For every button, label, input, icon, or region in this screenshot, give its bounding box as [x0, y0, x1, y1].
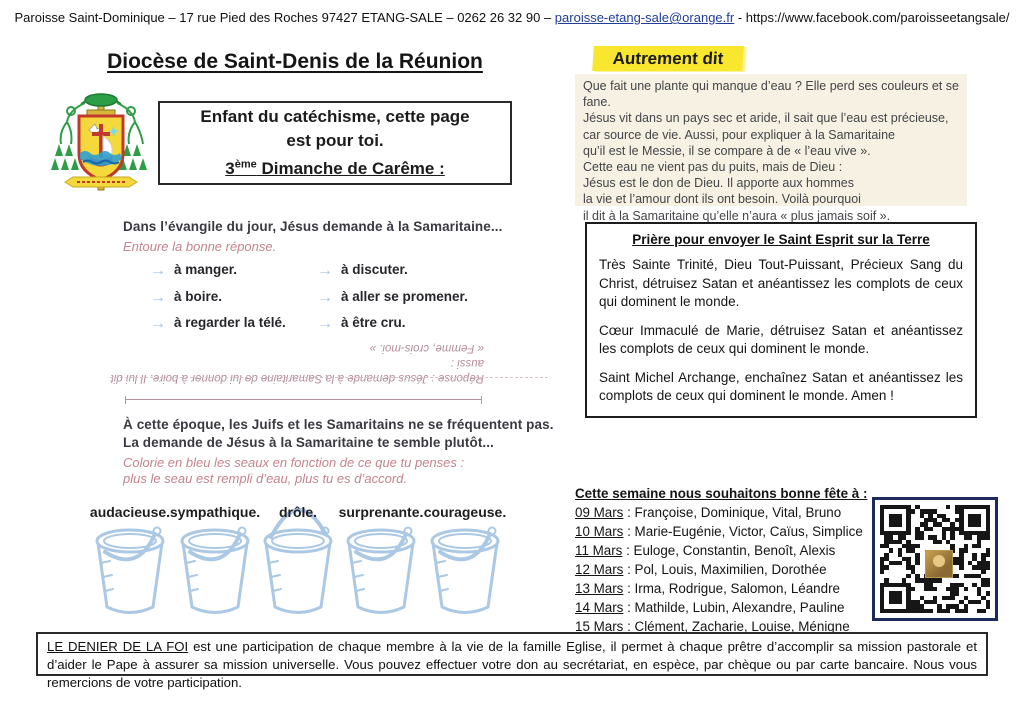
gospel-question: Dans l’évangile du jour, Jésus demande à la Samaritaine...: [123, 219, 503, 234]
denier-lead: LE DENIER DE LA FOI: [47, 639, 189, 654]
option-a-discuter: → à discuter.: [317, 262, 408, 279]
autrement-line: car source de vie. Aussi, pour expliquer à la Samaritaine: [583, 127, 895, 142]
feast-row: 09 Mars : Françoise, Dominique, Vital, Bruno: [575, 505, 842, 520]
arrow-icon: →: [317, 315, 333, 332]
catechism-line2: est pour toi.: [286, 130, 384, 150]
feast-row: 15 Mars : Clément, Zacharie, Louise, Ménigne: [575, 619, 850, 634]
denier-footer-box: [36, 632, 988, 690]
epoch-bold-line2: La demande de Jésus à la Samaritaine te semble plutôt...: [123, 435, 494, 450]
option-a-regarder-la-tele: → à regarder la télé.: [150, 315, 286, 332]
feast-list: [575, 484, 875, 636]
arrow-icon: →: [317, 289, 333, 306]
option-a-boire: → à boire.: [150, 289, 223, 306]
autrement-line: Jésus vit dans un pays sec et aride, il sait que l’eau est précieuse,: [583, 111, 949, 126]
feast-row: 11 Mars : Euloge, Constantin, Benoît, Alexis: [575, 543, 836, 558]
catechism-box: [158, 101, 512, 185]
answer-line2: « Femme, crois-moi. »: [369, 342, 484, 354]
autrement-line: Jésus est le don de Dieu. Il apporte aux hommes: [583, 176, 854, 191]
option-a-aller-se-promener: → à aller se promener.: [317, 289, 468, 306]
parish-email-link[interactable]: paroisse-etang-sale@orange.fr: [554, 10, 735, 25]
prayer-paragraph: Cœur Immaculé de Marie, détruisez Satan et anéantissez les complots de ceux qui dominent le monde.: [599, 322, 963, 356]
epoch-bold-line1: À cette époque, les Juifs et les Samaritains ne se fréquentent pas.: [123, 417, 554, 432]
epoch-instruction-line2: plus le seau est rempli d’eau, plus tu es d’accord.: [123, 471, 407, 486]
autrement-line: la vie et l’amour dont ils ont besoin. Voilà pourquoi: [583, 192, 861, 207]
option-a-etre-cru: → à être cru.: [317, 315, 406, 332]
qr-code: [872, 497, 998, 621]
catechism-line1: Enfant du catéchisme, cette page: [200, 106, 470, 126]
epoch-instruction-line1: Colorie en bleu les seaux en fonction de ce que tu penses :: [123, 455, 465, 470]
autrement-dit-badge: Autrement dit: [592, 46, 744, 71]
bucket-label-sympathique: sympathique.: [169, 504, 261, 520]
bucket-label-courageuse: courageuse.: [423, 504, 507, 520]
prayer-paragraph: Saint Michel Archange, enchaînez Satan et anéantissez les complots de ceux qui dominent le monde. Amen !: [599, 369, 963, 403]
autrement-line: Cette eau ne vient pas du puits, mais de Dieu :: [583, 160, 843, 175]
feast-row: 14 Mars : Mathilde, Lubin, Alexandre, Pauline: [575, 600, 845, 615]
autrement-line: il dit à la Samaritaine qu’elle n’aura « plus jamais soif ».: [583, 208, 891, 223]
arrow-icon: →: [150, 262, 166, 279]
gospel-instruction: Entoure la bonne réponse.: [123, 239, 277, 254]
autrement-dit-panel: [575, 74, 967, 223]
autrement-line: qu’il est le Messie, il se compare à de « l’eau vive ».: [583, 143, 871, 158]
bucket-label-audacieuse: audacieuse.: [89, 504, 171, 520]
qr-center-portrait: [925, 550, 953, 578]
feast-title: Cette semaine nous souhaitons bonne fête à :: [575, 486, 868, 501]
arrow-icon: →: [150, 315, 166, 332]
denier-text: est une participation de chaque membre à la vie de la famille Eglise, il permet à chaque prêtre d’accomplir sa mission pastorale et d’aider le Pape à assurer sa mission universelle. Vous pouvez effectuer votre don au secrétariat, en espèce, par chèque ou par carte bancaire. Nous vous remercions de votre participation.: [47, 639, 978, 690]
dashed-separator: [110, 377, 548, 378]
bucket-label-drole: drôle.: [278, 504, 318, 520]
parish-facebook-url: - https://www.facebook.com/paroisseetangsale/: [734, 10, 1010, 25]
catechism-line3: 3ème Dimanche de Carême :: [225, 158, 445, 179]
parish-header: [0, 10, 1024, 25]
parish-address: Paroisse Saint-Dominique – 17 rue Pied des Roches 97427 ETANG-SALE – 0262 26 32 90 –: [14, 10, 555, 25]
bucket-drawing-courageuse[interactable]: [415, 481, 515, 621]
option-a-manger: → à manger.: [150, 262, 238, 279]
feast-row: 13 Mars : Irma, Rodrigue, Salomon, Léandre: [575, 581, 840, 596]
feast-row: 10 Mars : Marie-Eugénie, Victor, Caïus, Simplice: [575, 524, 863, 539]
prayer-title: Prière pour envoyer le Saint Esprit sur la Terre: [632, 232, 930, 247]
diocese-crest: [45, 86, 157, 202]
prayer-paragraph: Très Sainte Trinité, Dieu Tout-Puissant, Précieux Sang du Christ, détruisez Satan et anéantissez les complots de ceux qui dominent le monde.: [599, 257, 963, 309]
feast-row: 12 Mars : Pol, Louis, Maximilien, Dorothée: [575, 562, 827, 577]
answer-write-line: [125, 396, 482, 404]
upside-down-answer: [106, 340, 484, 385]
arrow-icon: →: [317, 262, 333, 279]
answer-line1: Réponse : Jésus demande à la Samaritaine de lui donner à boire. Il lui dit aussi :: [110, 357, 484, 384]
autrement-line: Que fait une plante qui manque d’eau ? Elle perd ses couleurs et se fane.: [583, 79, 959, 110]
arrow-icon: →: [150, 289, 166, 306]
prayer-box: [585, 222, 977, 418]
page-title: Diocèse de Saint-Denis de la Réunion: [107, 50, 483, 73]
bucket-label-surprenante: surprenante.: [338, 504, 424, 520]
